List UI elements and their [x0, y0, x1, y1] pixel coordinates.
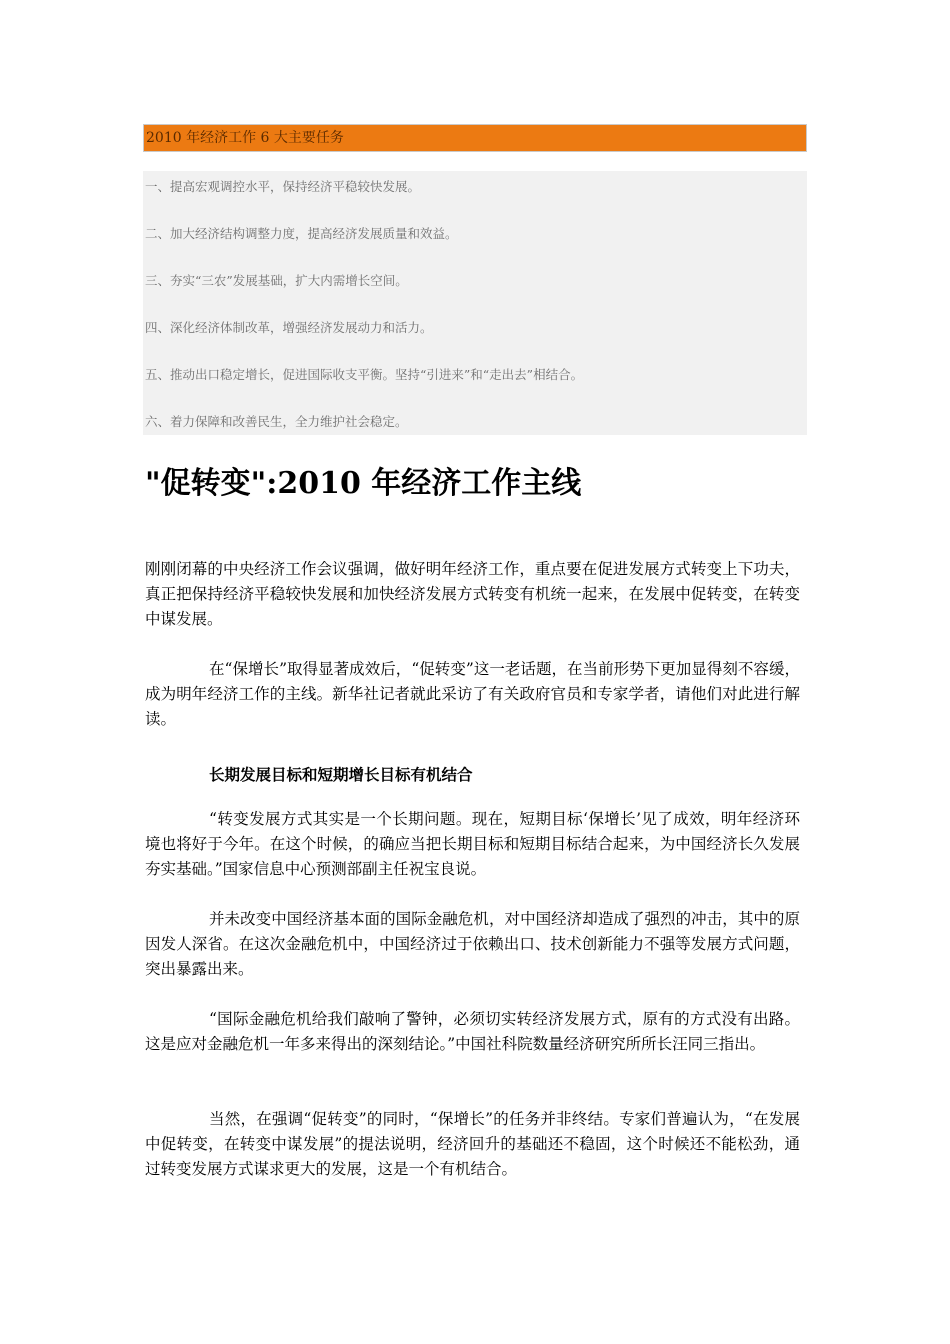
article-title: "促转变":2010 年经济工作主线 — [145, 466, 582, 501]
task-item-3: 三、夯实“三农”发展基础，扩大内需增长空间。 — [145, 273, 408, 288]
section-subheading: 长期发展目标和短期增长目标有机结合 — [209, 765, 473, 784]
task-item-5: 五、推动出口稳定增长，促进国际收支平衡。坚持“引进来”和“走出去”相结合。 — [145, 367, 584, 382]
paragraph-1: 刚刚闭幕的中央经济工作会议强调，做好明年经济工作，重点要在促进发展方式转变上下功夫，真正把保持经济平稳较快发展和加快经济发展方式转变有机统一起来，在发展中促转变，在转变中谋发展。 — [145, 560, 800, 628]
paragraph-6: 当然，在强调“促转变”的同时，“保增长”的任务并非终结。专家们普遍认为，“在发展中促转变，在转变中谋发展”的提法说明，经济回升的基础还不稳固，这个时候还不能松劲，通过转变发展方式谋求更大的发展，这是一个有机结合。 — [145, 1110, 800, 1178]
paragraph-3: “转变发展方式其实是一个长期问题。现在，短期目标‘保增长’见了成效，明年经济环境也将好于今年。在这个时候，的确应当把长期目标和短期目标结合起来，为中国经济长久发展夯实基础。”国家信息中心预测部副主任祝宝良说。 — [145, 810, 800, 878]
paragraph-2: 在“保增长”取得显著成效后，“促转变”这一老话题，在当前形势下更加显得刻不容缓，成为明年经济工作的主线。新华社记者就此采访了有关政府官员和专家学者，请他们对此进行解读。 — [145, 660, 800, 728]
paragraph-5: “国际金融危机给我们敲响了警钟，必须切实转经济发展方式，原有的方式没有出路。这是应对金融危机一年多来得出的深刻结论。”中国社科院数量经济研究所所长汪同三指出。 — [145, 1010, 800, 1053]
task-item-1: 一、提高宏观调控水平，保持经济平稳较快发展。 — [145, 179, 421, 194]
tasks-list — [143, 171, 807, 435]
task-item-2: 二、加大经济结构调整力度，提高经济发展质量和效益。 — [145, 226, 458, 241]
tasks-header: 2010 年经济工作 6 大主要任务 — [143, 124, 807, 152]
paragraph-4: 并未改变中国经济基本面的国际金融危机，对中国经济却造成了强烈的冲击，其中的原因发人深省。在这次金融危机中，中国经济过于依赖出口、技术创新能力不强等发展方式问题，突出暴露出来。 — [145, 910, 800, 978]
task-item-4: 四、深化经济体制改革，增强经济发展动力和活力。 — [145, 320, 433, 335]
task-item-6: 六、着力保障和改善民生，全力维护社会稳定。 — [145, 414, 408, 429]
